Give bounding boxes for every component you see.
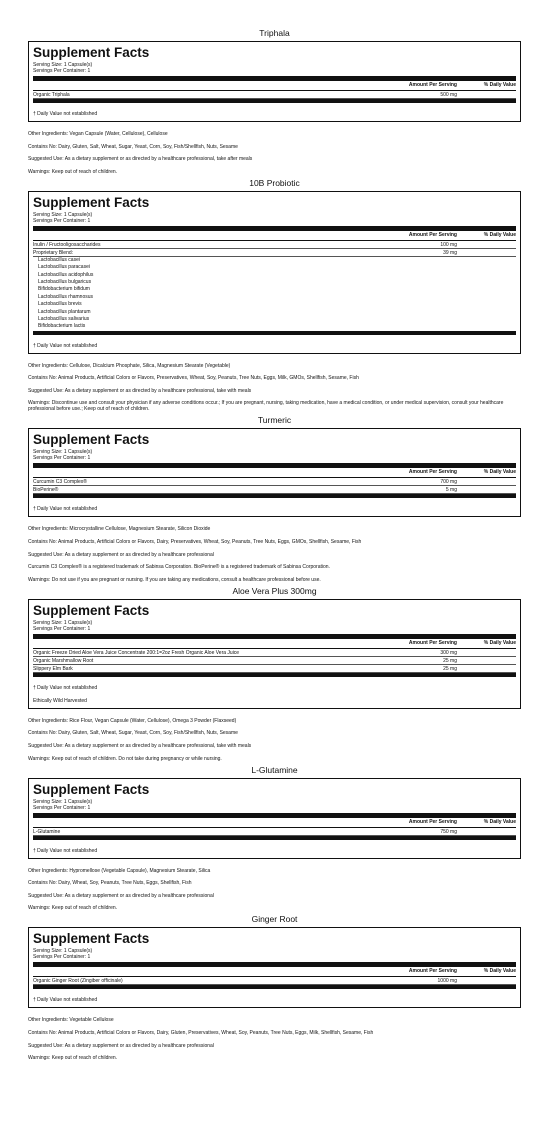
daily-value-header: % Daily Value [483,818,516,825]
supplement-facts-panel [28,599,521,709]
ingredient-amount: 39 mg [443,249,457,256]
info-line: Other Ingredients: Vegan Capsule (Water, Cellulose), Cellulose [28,131,168,137]
info-line: Curcumin C3 Complex® is a registered trademark of Sabinsa Corporation. BioPerine® is a registered trademark of Sabinsa Corporation. [28,564,330,571]
product-section [0,765,549,912]
product-section [0,178,549,413]
ingredient-name: Slippery Elm Bark [33,665,73,672]
product-title: Ginger Root [251,914,298,925]
supplement-facts-panel [28,778,521,859]
ingredient-name: Organic Freeze Dried Aloe Vera Juice Concentrate 200:1=2oz Fresh Organic Aloe Vera Juice [33,649,240,656]
supplement-facts-heading: Supplement Facts [33,45,150,60]
servings-per-container: Servings Per Container: 1 [33,217,91,224]
supplement-facts-panel [28,927,521,1008]
amount-per-serving-header: Amount Per Serving [408,639,457,646]
amount-per-serving-header: Amount Per Serving [408,968,457,975]
info-line: Suggested Use: As a dietary supplement or as directed by a healthcare professional, take with meals [28,387,252,394]
footnote: † Daily Value not established [33,342,98,349]
blend-strain: Lactobacillus brevis [38,301,82,308]
product-info [28,363,521,413]
info-line: Suggested Use: As a dietary supplement or as directed by a healthcare professional, take after meals [28,156,253,163]
blend-strain: Lactobacillus salivarius [38,315,90,322]
info-line: Other Ingredients: Rice Flour, Vegan Capsule (Water, Cellulose), Omega 3 Powder (Flaxseed) [28,717,237,724]
info-line: Warnings: Keep out of reach of children. [28,905,118,912]
ingredient-row [33,665,516,673]
info-line: Suggested Use: As a dietary supplement or as directed by a healthcare professional, take with meals [28,743,252,750]
ingredient-row [33,249,516,257]
bottom-divider [33,331,516,335]
ingredient-amount: 25 mg [443,657,457,664]
product-section [0,586,549,762]
ingredient-name: L-Glutamine [33,828,61,835]
ingredient-name: Inulin / Fructooligosaccharides [33,241,101,248]
amount-per-serving-header: Amount Per Serving [408,82,457,88]
ingredient-name: Curcumin C3 Complex® [33,479,87,486]
info-line: Contains No: Animal Products, Artificial Colors or Flavors, Dairy, Preservatives, Wheat, Soy, Peanuts, Tree Nuts, Eggs, GMOs, Shellfish, Sesame, Fish [28,539,362,546]
servings-per-container: Servings Per Container: 1 [33,804,91,811]
ingredient-row [33,649,516,657]
product-info [28,526,521,582]
ingredient-amount: 700 mg [440,479,457,486]
footnote: † Daily Value not established [33,111,98,117]
footnote: † Daily Value not established [33,684,98,691]
bottom-divider [33,985,516,989]
daily-value-header: % Daily Value [483,469,516,476]
daily-value-header: % Daily Value [483,968,516,975]
serving-size: Serving Size: 1 Capsule(s) [33,62,93,68]
product-title: Turmeric [257,415,292,426]
product-info [28,868,521,912]
supplement-facts-heading: Supplement Facts [33,194,150,210]
ingredient-amount: 750 mg [440,828,457,835]
info-line: Contains No: Dairy, Gluten, Salt, Wheat, Sugar, Yeast, Corn, Soy, Fish/Shellfish, Nuts, Sesame [28,730,238,737]
product-section [0,28,549,175]
blend-strain: Lactobacillus acidophilus [38,271,94,278]
ingredient-name: Organic Marshmallow Root [33,657,94,664]
product-info [28,131,521,175]
supplement-facts-panel [28,428,521,517]
product-title: Triphala [259,28,290,38]
supplement-facts-heading: Supplement Facts [33,602,150,618]
ingredient-amount: 100 mg [440,241,457,248]
column-header [33,81,516,90]
serving-size: Serving Size: 1 Capsule(s) [33,798,93,805]
info-line: Warnings: Discontinue use and consult your physician if any adverse conditions occur.; If you are pregnant, nursing, taking medication, have a medical condition, or under medical supervision, consult your healthcare professional before use.; Keep out of reach of children. [28,400,504,413]
ingredient-amount: 300 mg [440,649,457,656]
product-info [28,718,521,762]
info-line: Warnings: Keep out of reach of children. [28,168,118,175]
column-header [33,468,516,477]
serving-size: Serving Size: 1 Capsule(s) [33,449,93,456]
amount-per-serving-header: Amount Per Serving [408,231,457,238]
ingredient-name: Organic Triphala [33,92,70,98]
amount-per-serving-header: Amount Per Serving [408,818,457,825]
blend-strain: Lactobacillus rhamnosus [38,293,94,300]
ingredient-row [33,241,516,249]
servings-per-container: Servings Per Container: 1 [33,625,91,632]
product-section [0,415,549,582]
daily-value-header: % Daily Value [483,82,516,88]
product-info [28,1017,521,1061]
ingredient-amount: 500 mg [440,92,457,98]
daily-value-header: % Daily Value [483,231,516,238]
info-line: Other Ingredients: Vegetable Cellulose [28,1017,114,1024]
column-header [33,231,516,240]
serving-size: Serving Size: 1 Capsule(s) [33,619,93,626]
bottom-divider [33,494,516,498]
bottom-divider [33,836,516,840]
daily-value-header: % Daily Value [483,639,516,646]
supplement-facts-panel [28,191,521,354]
amount-per-serving-header: Amount Per Serving [408,469,457,476]
servings-per-container: Servings Per Container: 1 [33,455,91,462]
info-line: Suggested Use: As a dietary supplement or as directed by a healthcare professional [28,1042,214,1049]
blend-strain: Lactobacillus bulgaricus [38,278,92,285]
ingredient-name: Organic Ginger Root (Zingiber officinale) [33,978,123,985]
info-line: Other Ingredients: Hypromellose (Vegetable Capsule), Magnesium Stearate, Silica [28,867,211,874]
info-line: Contains No: Animal Products, Artificial Colors or Flavors, Preservatives, Wheat, Soy, Peanuts, Tree Nuts, Eggs, Milk, GMOs, Shellfish, Sesame, Fish [28,375,359,382]
ingredient-amount: 5 mg [445,487,457,494]
ingredient-row [33,828,516,836]
info-line: Suggested Use: As a dietary supplement or as directed by a healthcare professional [28,892,214,899]
ingredient-row [33,486,516,494]
blend-strain: Bifidobacterium lactis [38,323,86,330]
info-line: Warnings: Keep out of reach of children. [28,1055,118,1062]
column-header [33,967,516,976]
ingredient-row [33,478,516,486]
bottom-divider [33,673,516,677]
info-line: Contains No: Dairy, Wheat, Soy, Peanuts, Tree Nuts, Eggs, Shellfish, Fish [28,880,192,887]
footnote: † Daily Value not established [33,506,98,513]
supplement-facts-heading: Supplement Facts [33,432,150,448]
supplement-facts-panel [28,41,521,122]
blend-strain: Lactobacillus paracasei [38,264,90,271]
blend-strain: Bifidobacterium bifidum [38,286,90,293]
product-title: Aloe Vera Plus 300mg [232,585,317,596]
ingredient-name: BioPerine® [33,487,59,494]
ingredient-row [33,91,516,99]
servings-per-container: Servings Per Container: 1 [33,68,91,74]
bottom-divider [33,99,516,103]
info-line: Other Ingredients: Cellulose, Dicalcium Phosphate, Silica, Magnesium Stearate (Vegetable) [28,362,231,369]
supplement-facts-heading: Supplement Facts [33,931,150,947]
ingredient-name: Proprietary Blend: [33,249,74,256]
ingredient-row [33,657,516,665]
servings-per-container: Servings Per Container: 1 [33,954,91,961]
info-line: Warnings: Keep out of reach of children. Do not take during pregnancy or while nursing. [28,755,222,762]
ingredient-amount: 1000 mg [437,978,457,985]
ingredient-row [33,977,516,985]
ingredient-amount: 25 mg [443,665,457,672]
blend-strain: Lactobacillus plantarum [38,308,91,315]
column-header [33,639,516,648]
footnote: Ethically Wild Harvested [33,697,87,704]
info-line: Suggested Use: As a dietary supplement or as directed by a healthcare professional [28,551,214,558]
info-line: Contains No: Animal Products, Artificial Colors or Flavors, Dairy, Gluten, Preservatives, Wheat, Soy, Peanuts, Tree Nuts, Eggs, Milk, Shellfish, Sesame, Fish [28,1030,374,1036]
info-line: Warnings: Do not use if you are pregnant or nursing. If you are taking any medications, consult a healthcare professional before use. [28,576,321,583]
product-section [0,914,549,1061]
serving-size: Serving Size: 1 Capsule(s) [33,948,93,955]
product-title: 10B Probiotic [249,177,300,188]
supplement-facts-heading: Supplement Facts [33,781,150,797]
info-line: Other Ingredients: Microcrystalline Cellulose, Magnesium Stearate, Silicon Dioxide [28,526,211,533]
footnote: † Daily Value not established [33,997,98,1004]
serving-size: Serving Size: 1 Capsule(s) [33,211,93,218]
info-line: Contains No: Dairy, Gluten, Salt, Wheat, Sugar, Yeast, Corn, Soy, Fish/Shellfish, Nuts, Sesame [28,143,238,150]
product-title: L-Glutamine [251,764,298,775]
footnote: † Daily Value not established [33,847,98,854]
blend-strain: Lactobacillus casei [38,256,80,263]
column-header [33,818,516,827]
